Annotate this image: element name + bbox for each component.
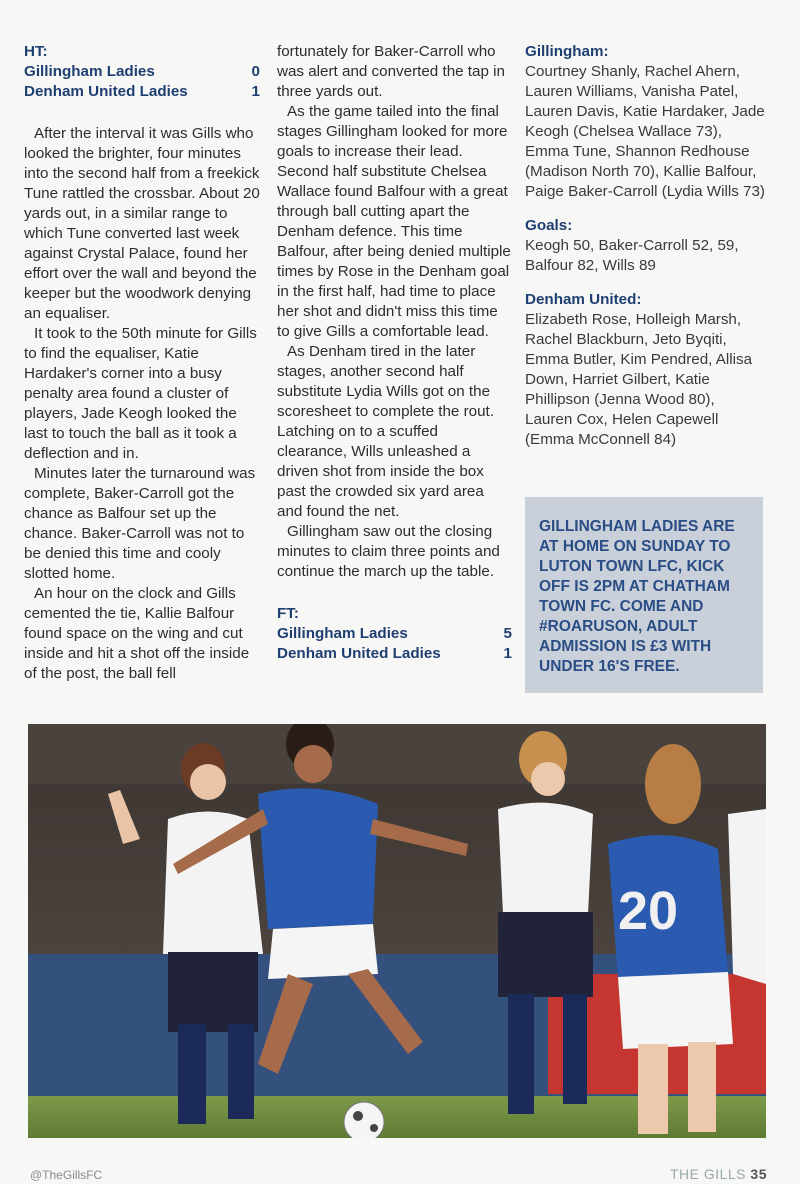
ht-team-2: Denham United Ladies	[24, 83, 188, 100]
ht-row-gillingham	[24, 62, 260, 82]
football	[344, 1102, 384, 1138]
goals-heading: Goals:	[525, 217, 573, 234]
paragraph: It took to the 50th minute for Gills to find the equaliser, Katie Hardaker's corner into a busy penalty area found a cluster of players, Jade Keogh looked the last to touch the ball as it took a deflection and in.	[24, 325, 257, 462]
paragraph: After the interval it was Gills who looked the brighter, four minutes into the second half from a freekick Tune rattled the crossbar. About 20 yards out, in a similar range to which Tune converted last week against Crystal Palace, found her effort over the wall and beyond the keeper but the woodwork denying an equaliser.	[24, 125, 260, 322]
ft-row-gillingham	[277, 624, 512, 644]
ht-team-1: Gillingham Ladies	[24, 63, 155, 80]
ft-row-denham	[277, 644, 512, 664]
goals-list: Keogh 50, Baker-Carroll 52, 59, Balfour 82, Wills 89	[525, 237, 739, 274]
promo-box	[525, 497, 763, 693]
paragraph: As Denham tired in the later stages, another second half substitute Lydia Wills got on the scoresheet to complete the rout. Latching on to a scuffed clearance, Wills unleashed a driven shot from inside the box past the crowded six yard area and found the net.	[277, 343, 494, 520]
paragraph: As the game tailed into the final stages Gillingham looked for more goals to increase their lead. Second half substitute Chelsea Wallace found Balfour with a great through ball cutting apart the Denham defence. This time Balfour, after being denied multiple times by Rose in the Denham goal in the first half, had time to place her shot and didn't miss this time to give Gills a comfortable lead.	[277, 103, 511, 340]
article-column-1	[24, 42, 260, 684]
denham-heading: Denham United:	[525, 291, 642, 308]
paragraph: Gillingham saw out the closing minutes to claim three points and continue the march up the table.	[277, 523, 500, 580]
ft-label: FT:	[277, 605, 299, 622]
page-footer	[670, 1166, 767, 1182]
article-column-2	[277, 42, 512, 664]
gillingham-heading: Gillingham:	[525, 43, 609, 60]
paragraph: Minutes later the turnaround was complete, Baker-Carroll got the chance as Balfour set up the chance. Baker-Carroll was not to be denied this time and cooly slotted home.	[24, 465, 256, 582]
ft-team-2: Denham United Ladies	[277, 645, 441, 662]
page-number: 35	[750, 1166, 767, 1182]
gillingham-lineup: Courtney Shanly, Rachel Ahern, Lauren Williams, Vanisha Patel, Lauren Davis, Katie Hardaker, Jade Keogh (Chelsea Wallace 73), Emma Tune, Shannon Redhouse (Madison North 70), Kallie Balfour, Paige Baker-Carroll (Lydia Wills 73)	[525, 63, 765, 200]
shirt-number: 20	[618, 881, 679, 941]
denham-lineup: Elizabeth Rose, Holleigh Marsh, Rachel Blackburn, Jeto Byqiti, Emma Butler, Kim Pendred, Allisa Down, Harriet Gilbert, Katie Phillipson (Jenna Wood 80), Lauren Cox, Helen Capewell (Emma McConnell 84)	[525, 311, 753, 448]
ft-score-2: 1	[503, 645, 512, 662]
team-lineups	[525, 42, 765, 450]
paragraph: fortunately for Baker-Carroll who was alert and converted the tap in three yards out.	[277, 43, 505, 100]
magazine-brand: THE GILLS	[669, 1166, 747, 1182]
match-photo-illustration	[28, 724, 766, 1138]
promo-text: GILLINGHAM LADIES ARE AT HOME ON SUNDAY TO LUTON TOWN LFC, KICK OFF IS 2PM AT CHATHAM TOWN FC. COME AND #ROARUSON, ADULT ADMISSION IS £3 WITH UNDER 16'S FREE.	[539, 518, 735, 675]
ht-score-2: 1	[251, 83, 260, 100]
ht-row-denham	[24, 82, 260, 102]
ht-label: HT:	[24, 43, 48, 60]
ht-score-1: 0	[251, 63, 260, 80]
match-photo	[28, 724, 766, 1138]
ft-score-1: 5	[503, 625, 512, 642]
ft-team-1: Gillingham Ladies	[277, 625, 408, 642]
social-handle: @TheGillsFC	[30, 1168, 103, 1182]
paragraph: An hour on the clock and Gills cemented the tie, Kallie Balfour found space on the wing and cut inside and hit a shot off the inside of the post, the ball fell	[24, 585, 250, 682]
